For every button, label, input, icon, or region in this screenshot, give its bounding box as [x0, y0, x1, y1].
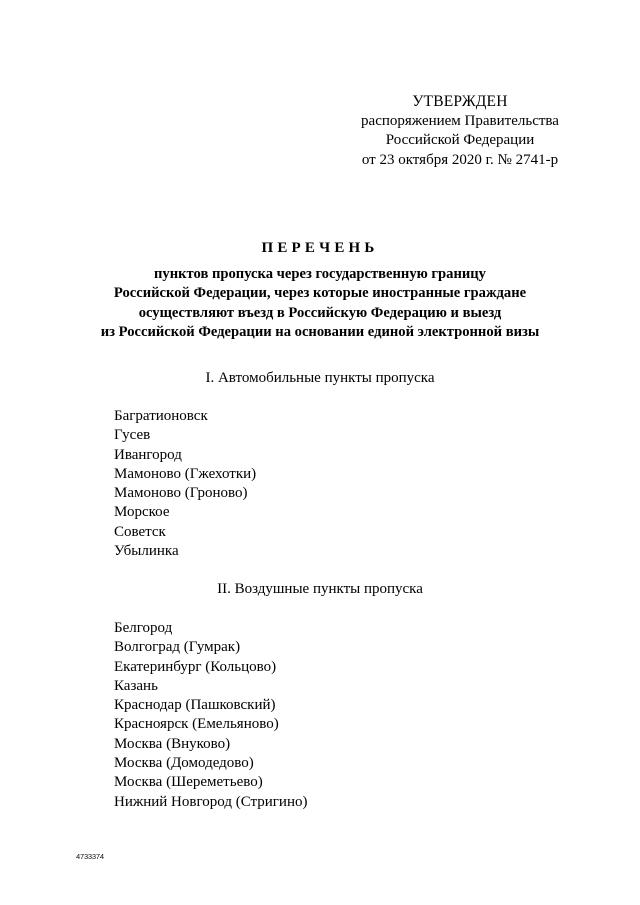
document-title: ПЕРЕЧЕНЬ	[261, 240, 379, 256]
list-item: Мамоново (Гжехотки)	[114, 465, 257, 482]
approval-line: распоряжением Правительства	[361, 112, 559, 129]
road-checkpoint-list	[114, 407, 256, 561]
document-code: 4733374	[76, 852, 104, 861]
list-item: Красноярск (Емельяново)	[114, 716, 279, 733]
document-title-block	[0, 238, 640, 342]
document-subtitle	[0, 265, 640, 342]
approval-stamp	[340, 92, 580, 170]
list-item: Москва (Домодедово)	[114, 755, 254, 772]
list-item: Багратионовск	[114, 408, 208, 424]
section-heading-road: I. Автомобильные пункты пропуска	[205, 370, 435, 386]
list-item: Советск	[114, 523, 166, 540]
list-item: Морское	[114, 504, 170, 521]
subtitle-line: осуществляют въезд в Российскую Федерацию и выезд	[138, 304, 502, 321]
list-item: Казань	[114, 677, 158, 694]
list-item: Гусев	[114, 427, 151, 444]
list-item: Мамоново (Гроново)	[114, 485, 248, 502]
list-item: Убылинка	[114, 543, 179, 560]
subtitle-line: Российской Федерации, через которые иностранные граждане	[113, 285, 527, 302]
list-item: Екатеринбург (Кольцово)	[114, 658, 277, 675]
list-item: Белгород	[114, 620, 173, 636]
section-heading-air: II. Воздушные пункты пропуска	[217, 581, 423, 597]
approval-line: от 23 октября 2020 г. № 2741-р	[361, 151, 559, 168]
list-item: Нижний Новгород (Стригино)	[114, 793, 308, 810]
subtitle-line: из Российской Федерации на основании единой электронной визы	[100, 323, 540, 340]
list-item: Москва (Шереметьево)	[114, 774, 263, 791]
list-item: Ивангород	[114, 446, 182, 463]
approval-line: Российской Федерации	[385, 132, 535, 148]
air-checkpoint-list	[114, 619, 307, 812]
list-item: Краснодар (Пашковский)	[114, 697, 276, 714]
approval-title: УТВЕРЖДЕН	[412, 93, 508, 110]
list-item: Волгоград (Гумрак)	[114, 639, 241, 656]
list-item: Москва (Внуково)	[114, 735, 231, 752]
subtitle-line: пунктов пропуска через государственную границу	[154, 266, 486, 282]
